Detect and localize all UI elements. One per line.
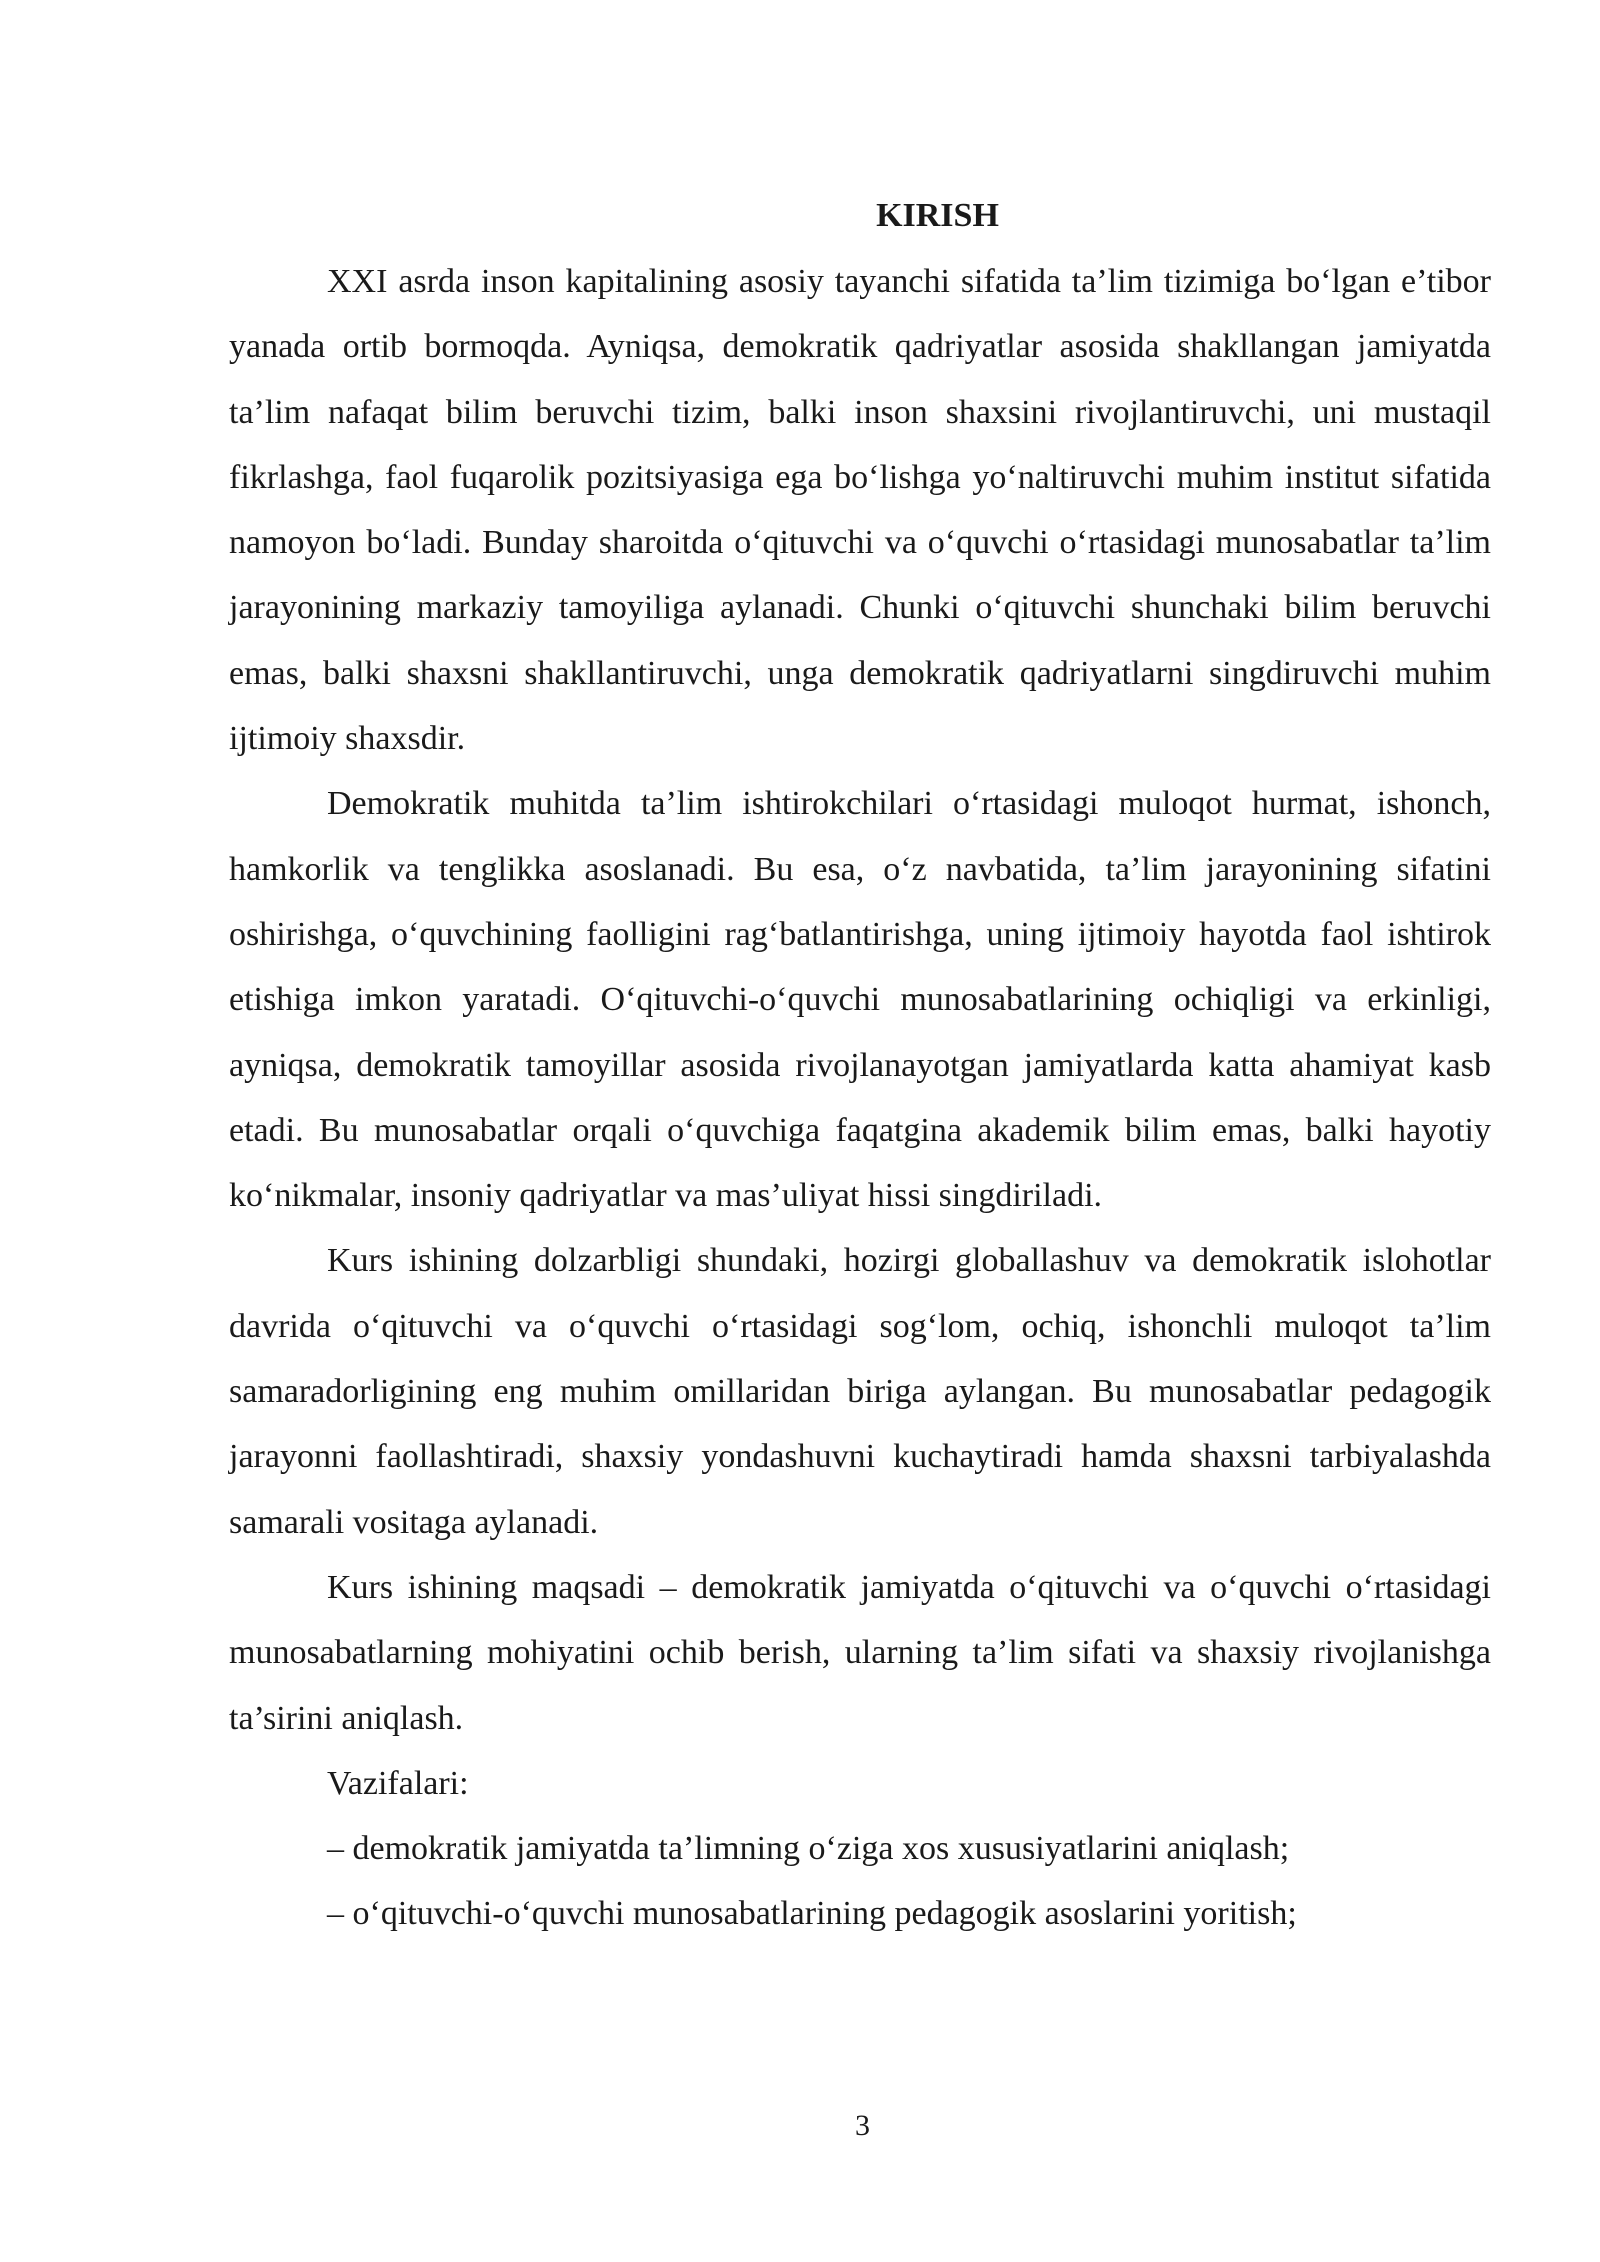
page-body: [229, 188, 1491, 1947]
list-item: – demokratik jamiyatda ta’limning o‘ziga xos xususiyatlarini aniqlash;: [327, 1830, 1290, 1868]
tasks-heading: Vazifalari:: [327, 1764, 469, 1802]
paragraph-intro: XXI asrda inson kapitalining asosiy tayanchi sifatida ta’lim tizimiga bo‘lgan e’tibor yanada ortib bormoqda. Ayniqsa, demokratik qadriyatlar asosida shakllangan jamiyatda ta’lim nafaqat bilim beruvchi tizim, balki inson shaxsini rivojlantiruvchi, uni mustaqil fikrlashga, faol fuqarolik pozitsiyasiga ega bo‘lishga yo‘naltiruvchi muhim institut sifatida namoyon bo‘ladi. Bunday sharoitda o‘qituvchi va o‘quvchi o‘rtasidagi munosabatlar ta’lim jarayonining markaziy tamoyiliga aylanadi. Chunki o‘qituvchi shunchaki bilim beruvchi emas, balki shaxsni shakllantiruvchi, unga demokratik qadriyatlarni singdiruvchi muhim ijtimoiy shaxsdir.: [229, 263, 1491, 758]
page-number: 3: [855, 2109, 870, 2142]
paragraph-relevance: Kurs ishining dolzarbligi shundaki, hozirgi globallashuv va demokratik islohotlar davrida o‘qituvchi va o‘quvchi o‘rtasidagi sog‘lom, ochiq, ishonchli muloqot ta’lim samaradorligining eng muhim omillaridan biriga aylangan. Bu munosabatlar pedagogik jarayonni faollashtiradi, shaxsiy yondashuvni kuchaytiradi hamda shaxsni tarbiyalashda samarali vositaga aylanadi.: [229, 1242, 1491, 1541]
tasks-list: [229, 1816, 1491, 1947]
section-title: KIRISH: [876, 197, 999, 234]
paragraph-democratic-environment: Demokratik muhitda ta’lim ishtirokchilari o‘rtasidagi muloqot hurmat, ishonch, hamkorlik va tenglikka asoslanadi. Bu esa, o‘z navbatida, ta’lim jarayonining sifatini oshirishga, o‘quvchining faolligini rag‘batlantirishga, uning ijtimoiy hayotda faol ishtirok etishiga imkon yaratadi. O‘qituvchi-o‘quvchi munosabatlarining ochiqligi va erkinligi, ayniqsa, demokratik tamoyillar asosida rivojlanayotgan jamiyatlarda katta ahamiyat kasb etadi. Bu munosabatlar orqali o‘quvchiga faqatgina akademik bilim emas, balki hayotiy ko‘nikmalar, insoniy qadriyatlar va mas’uliyat hissi singdiriladi.: [229, 785, 1491, 1215]
paragraph-goal: Kurs ishining maqsadi – demokratik jamiyatda o‘qituvchi va o‘quvchi o‘rtasidagi munosabatlarning mohiyatini ochib berish, ularning ta’lim sifati va shaxsiy rivojlanishga ta’sirini aniqlash.: [229, 1568, 1491, 1737]
list-item: – o‘qituvchi-o‘quvchi munosabatlarining pedagogik asoslarini yoritish;: [327, 1895, 1297, 1933]
